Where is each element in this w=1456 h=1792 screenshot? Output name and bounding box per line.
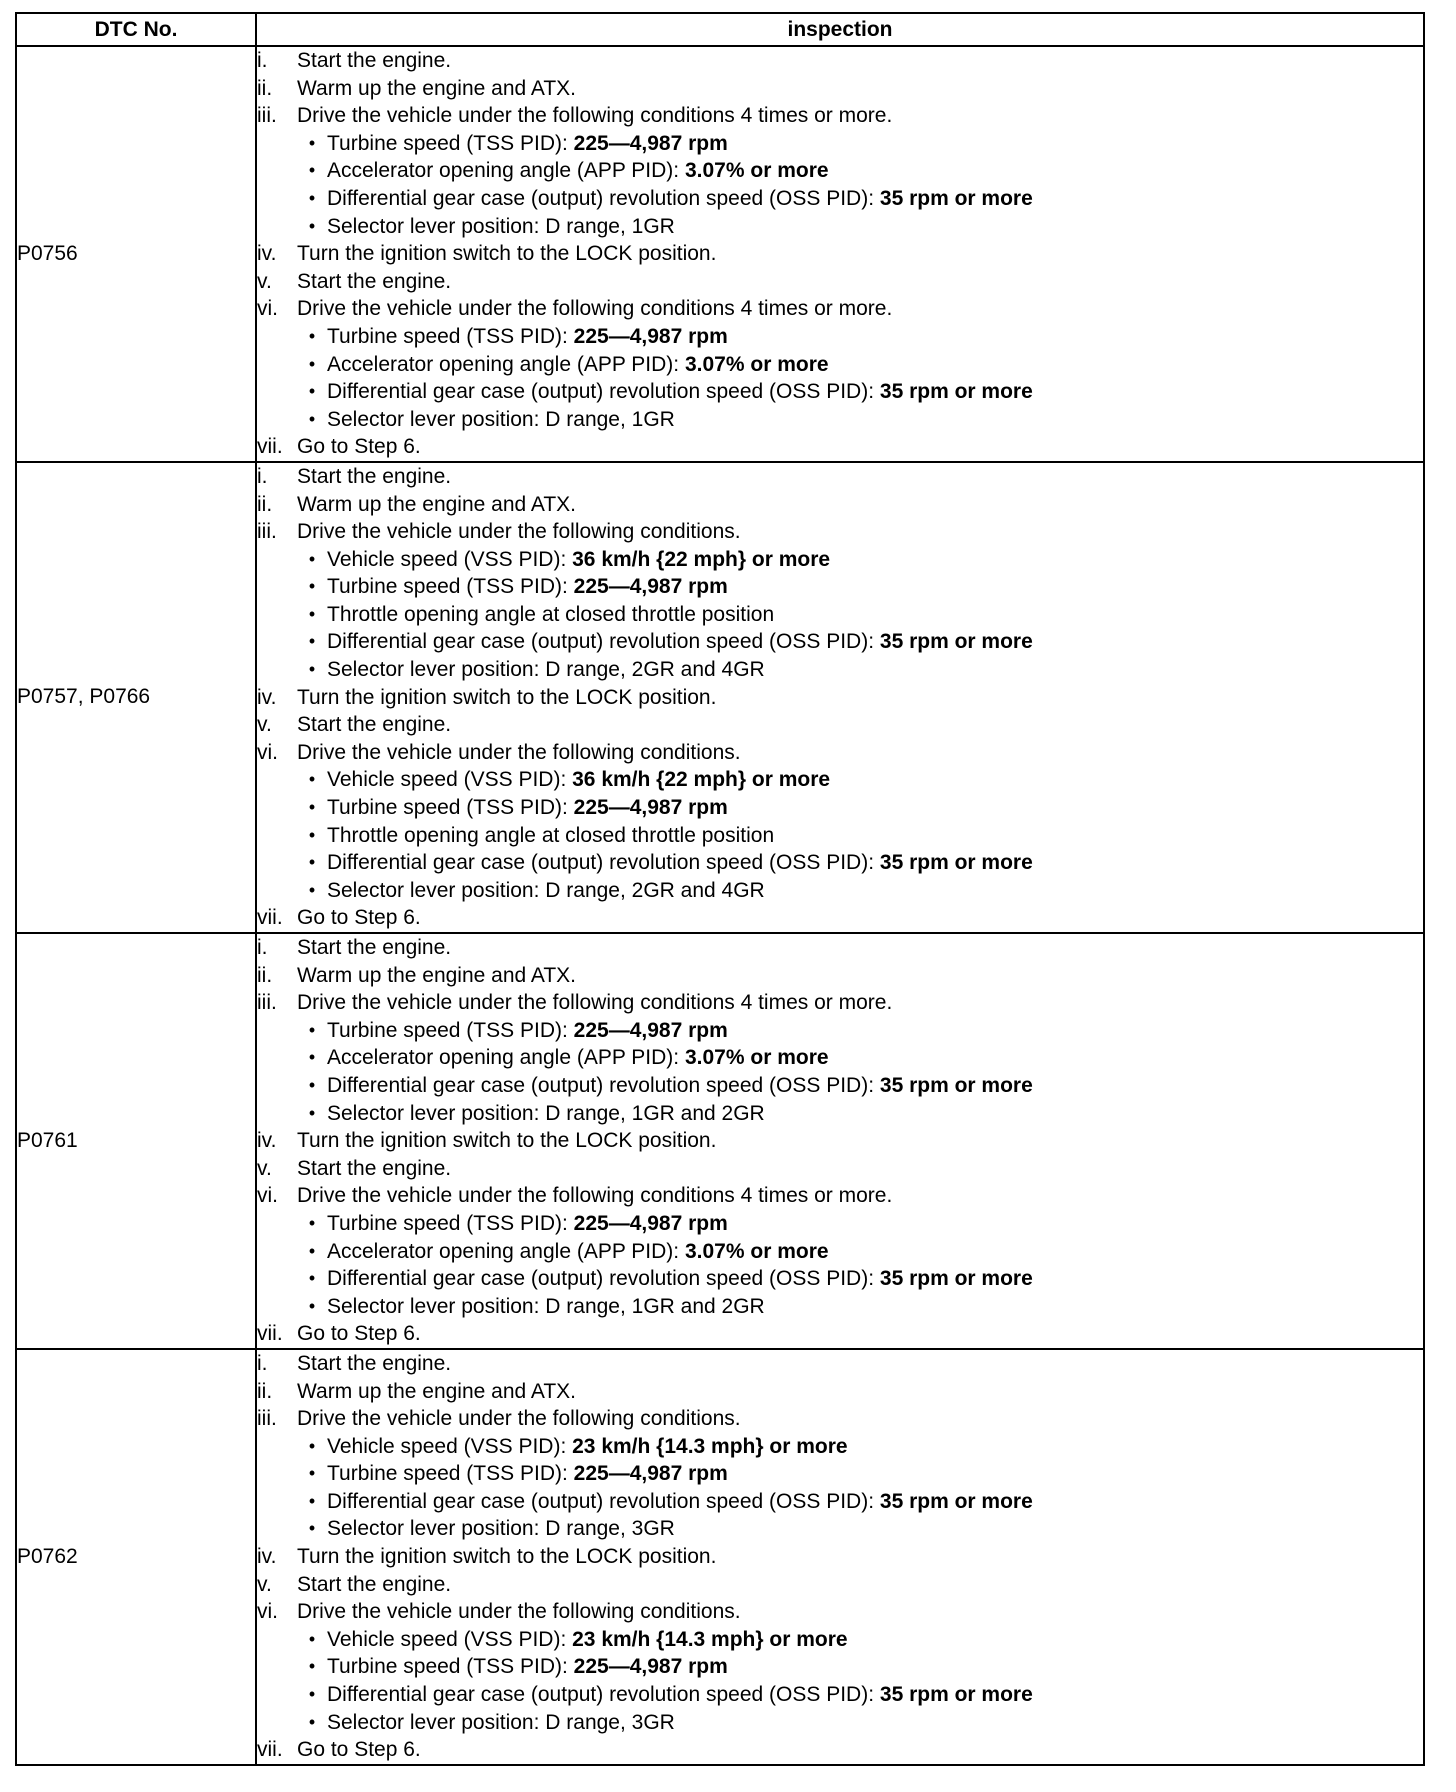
condition-item bbox=[257, 185, 1423, 213]
condition-label: Accelerator opening angle (APP PID): bbox=[327, 1046, 685, 1070]
condition-item bbox=[257, 877, 1423, 905]
condition-item bbox=[257, 656, 1423, 684]
step-line bbox=[257, 102, 1423, 130]
bullet-icon: • bbox=[308, 1102, 316, 1123]
condition-label: Vehicle speed (VSS PID): bbox=[327, 547, 573, 571]
step-number: vii. bbox=[257, 435, 283, 459]
bullet-icon: • bbox=[308, 631, 316, 652]
table-header-row bbox=[16, 13, 1424, 46]
condition-label: Turbine speed (TSS PID): bbox=[327, 1211, 574, 1235]
bullet-icon: • bbox=[308, 576, 316, 597]
step-line bbox=[257, 1571, 1423, 1599]
bullet-icon: • bbox=[308, 353, 316, 374]
step-line bbox=[257, 240, 1423, 268]
condition-item bbox=[257, 1017, 1423, 1045]
step-text: Start the engine. bbox=[297, 713, 452, 737]
condition-value: 35 rpm or more bbox=[879, 1683, 1033, 1707]
condition-item bbox=[257, 1709, 1423, 1737]
step-line bbox=[257, 463, 1423, 491]
step-number: v. bbox=[257, 1572, 272, 1596]
inspection-steps bbox=[256, 46, 1424, 462]
table-row bbox=[16, 933, 1424, 1349]
step-number: iv. bbox=[257, 1545, 277, 1569]
header-dtc-no: DTC No. bbox=[16, 13, 256, 46]
condition-item bbox=[257, 1460, 1423, 1488]
condition-label: Differential gear case (output) revolution speed (OSS PID): bbox=[327, 1267, 880, 1291]
step-line bbox=[257, 295, 1423, 323]
condition-label: Turbine speed (TSS PID): bbox=[327, 324, 574, 348]
condition-item bbox=[257, 849, 1423, 877]
condition-value: 35 rpm or more bbox=[879, 186, 1033, 210]
step-text: Turn the ignition switch to the LOCK position. bbox=[297, 242, 717, 266]
step-line bbox=[257, 684, 1423, 712]
step-line bbox=[257, 433, 1423, 461]
step-number: ii. bbox=[257, 1379, 273, 1403]
step-line bbox=[257, 1127, 1423, 1155]
bullet-icon: • bbox=[308, 160, 316, 181]
condition-value: 35 rpm or more bbox=[879, 1489, 1033, 1513]
bullet-icon: • bbox=[308, 325, 316, 346]
step-number: vi. bbox=[257, 1600, 278, 1624]
step-text: Drive the vehicle under the following conditions. bbox=[297, 740, 741, 764]
step-number: i. bbox=[257, 464, 268, 488]
step-number: iv. bbox=[257, 1129, 277, 1153]
step-text: Start the engine. bbox=[297, 936, 452, 959]
condition-value: 35 rpm or more bbox=[879, 1267, 1033, 1291]
condition-value: 225—4,987 rpm bbox=[573, 1018, 728, 1042]
bullet-icon: • bbox=[308, 824, 316, 845]
condition-value: 225—4,987 rpm bbox=[573, 1462, 728, 1486]
bullet-icon: • bbox=[308, 1628, 316, 1649]
bullet-icon: • bbox=[308, 1711, 316, 1732]
condition-value: 35 rpm or more bbox=[879, 851, 1033, 875]
step-number: iii. bbox=[257, 104, 277, 128]
bullet-icon: • bbox=[308, 769, 316, 790]
condition-label: Differential gear case (output) revolution speed (OSS PID): bbox=[327, 186, 880, 210]
bullet-icon: • bbox=[308, 1019, 316, 1040]
step-text: Turn the ignition switch to the LOCK position. bbox=[297, 1545, 717, 1569]
step-text: Drive the vehicle under the following conditions. bbox=[297, 1600, 741, 1624]
bullet-icon: • bbox=[308, 548, 316, 569]
step-line bbox=[257, 268, 1423, 296]
dtc-code: P0756 bbox=[16, 46, 256, 462]
dtc-inspection-table bbox=[15, 12, 1425, 1766]
condition-label: Selector lever position: D range, 3GR bbox=[327, 1710, 675, 1734]
condition-item bbox=[257, 213, 1423, 241]
step-number: vii. bbox=[257, 906, 283, 930]
bullet-icon: • bbox=[308, 408, 316, 429]
step-text: Turn the ignition switch to the LOCK position. bbox=[297, 685, 717, 709]
condition-value: 35 rpm or more bbox=[879, 630, 1033, 654]
step-text: Start the engine. bbox=[297, 464, 452, 488]
condition-label: Throttle opening angle at closed throttle position bbox=[327, 823, 775, 847]
step-number: ii. bbox=[257, 492, 273, 516]
condition-value: 35 rpm or more bbox=[879, 1073, 1033, 1097]
condition-item bbox=[257, 1044, 1423, 1072]
bullet-icon: • bbox=[308, 1074, 316, 1095]
step-number: v. bbox=[257, 713, 272, 737]
condition-item bbox=[257, 822, 1423, 850]
step-line bbox=[257, 904, 1423, 932]
step-number: iii. bbox=[257, 1407, 277, 1431]
step-line bbox=[257, 75, 1423, 103]
bullet-icon: • bbox=[308, 1268, 316, 1289]
step-line bbox=[257, 1598, 1423, 1626]
bullet-icon: • bbox=[308, 1518, 316, 1539]
condition-item bbox=[257, 1072, 1423, 1100]
condition-item bbox=[257, 1100, 1423, 1128]
inspection-steps bbox=[256, 462, 1424, 933]
condition-item bbox=[257, 406, 1423, 434]
step-text: Drive the vehicle under the following conditions 4 times or more. bbox=[297, 297, 893, 321]
step-number: v. bbox=[257, 269, 272, 293]
condition-label: Turbine speed (TSS PID): bbox=[327, 796, 574, 820]
condition-item bbox=[257, 1626, 1423, 1654]
bullet-icon: • bbox=[308, 1435, 316, 1456]
step-text: Start the engine. bbox=[297, 49, 452, 72]
condition-item bbox=[257, 1488, 1423, 1516]
step-text: Go to Step 6. bbox=[297, 1738, 421, 1762]
table-row bbox=[16, 462, 1424, 933]
condition-label: Accelerator opening angle (APP PID): bbox=[327, 159, 685, 183]
condition-item bbox=[257, 1653, 1423, 1681]
step-line bbox=[257, 1155, 1423, 1183]
condition-label: Selector lever position: D range, 3GR bbox=[327, 1517, 675, 1541]
condition-item bbox=[257, 794, 1423, 822]
bullet-icon: • bbox=[308, 852, 316, 873]
condition-item bbox=[257, 323, 1423, 351]
step-line bbox=[257, 1378, 1423, 1406]
condition-label: Selector lever position: D range, 2GR and 4GR bbox=[327, 658, 765, 682]
bullet-icon: • bbox=[308, 381, 316, 402]
condition-value: 36 km/h {22 mph} or more bbox=[572, 768, 831, 792]
step-number: vi. bbox=[257, 297, 278, 321]
step-line bbox=[257, 47, 1423, 75]
inspection-steps bbox=[256, 933, 1424, 1349]
condition-value: 225—4,987 rpm bbox=[573, 131, 728, 155]
step-text: Warm up the engine and ATX. bbox=[297, 963, 576, 987]
step-number: ii. bbox=[257, 963, 273, 987]
step-text: Start the engine. bbox=[297, 269, 452, 293]
condition-label: Turbine speed (TSS PID): bbox=[327, 1462, 574, 1486]
condition-label: Turbine speed (TSS PID): bbox=[327, 1018, 574, 1042]
bullet-icon: • bbox=[308, 797, 316, 818]
bullet-icon: • bbox=[308, 879, 316, 900]
step-number: i. bbox=[257, 1351, 268, 1375]
condition-item bbox=[257, 1433, 1423, 1461]
condition-label: Selector lever position: D range, 1GR and 2GR bbox=[327, 1294, 765, 1318]
condition-label: Turbine speed (TSS PID): bbox=[327, 575, 574, 599]
table-body bbox=[16, 46, 1424, 1765]
step-line bbox=[257, 739, 1423, 767]
step-text: Turn the ignition switch to the LOCK position. bbox=[297, 1129, 717, 1153]
condition-item bbox=[257, 157, 1423, 185]
condition-value: 225—4,987 rpm bbox=[573, 575, 728, 599]
header-inspection: inspection bbox=[256, 13, 1424, 46]
condition-label: Selector lever position: D range, 1GR and 2GR bbox=[327, 1101, 765, 1125]
condition-value: 225—4,987 rpm bbox=[573, 324, 728, 348]
step-line bbox=[257, 1350, 1423, 1378]
condition-value: 23 km/h {14.3 mph} or more bbox=[572, 1434, 848, 1458]
step-text: Drive the vehicle under the following conditions 4 times or more. bbox=[297, 991, 893, 1015]
condition-value: 3.07% or more bbox=[684, 159, 829, 183]
step-number: i. bbox=[257, 936, 268, 959]
step-number: v. bbox=[257, 1156, 272, 1180]
bullet-icon: • bbox=[308, 132, 316, 153]
condition-value: 225—4,987 rpm bbox=[573, 1211, 728, 1235]
step-line bbox=[257, 491, 1423, 519]
condition-value: 35 rpm or more bbox=[879, 380, 1033, 404]
condition-item bbox=[257, 351, 1423, 379]
bullet-icon: • bbox=[308, 1212, 316, 1233]
step-number: ii. bbox=[257, 76, 273, 100]
step-text: Go to Step 6. bbox=[297, 435, 421, 459]
condition-value: 3.07% or more bbox=[684, 1046, 829, 1070]
step-line bbox=[257, 1543, 1423, 1571]
condition-label: Accelerator opening angle (APP PID): bbox=[327, 352, 685, 376]
step-text: Drive the vehicle under the following conditions. bbox=[297, 520, 741, 544]
step-number: vii. bbox=[257, 1738, 283, 1762]
bullet-icon: • bbox=[308, 1490, 316, 1511]
step-line bbox=[257, 1736, 1423, 1764]
condition-label: Vehicle speed (VSS PID): bbox=[327, 768, 573, 792]
step-number: iv. bbox=[257, 242, 277, 266]
step-text: Start the engine. bbox=[297, 1351, 452, 1375]
step-text: Warm up the engine and ATX. bbox=[297, 492, 576, 516]
condition-value: 36 km/h {22 mph} or more bbox=[572, 547, 831, 571]
bullet-icon: • bbox=[308, 603, 316, 624]
bullet-icon: • bbox=[308, 659, 316, 680]
step-line bbox=[257, 518, 1423, 546]
condition-label: Vehicle speed (VSS PID): bbox=[327, 1434, 573, 1458]
bullet-icon: • bbox=[308, 1047, 316, 1068]
condition-value: 225—4,987 rpm bbox=[573, 1655, 728, 1679]
condition-label: Turbine speed (TSS PID): bbox=[327, 1655, 574, 1679]
table-row bbox=[16, 1349, 1424, 1765]
step-line bbox=[257, 1320, 1423, 1348]
condition-label: Differential gear case (output) revolution speed (OSS PID): bbox=[327, 1073, 880, 1097]
condition-item bbox=[257, 1210, 1423, 1238]
step-line bbox=[257, 1405, 1423, 1433]
step-number: vii. bbox=[257, 1322, 283, 1346]
condition-item bbox=[257, 1265, 1423, 1293]
step-text: Go to Step 6. bbox=[297, 1322, 421, 1346]
step-number: vi. bbox=[257, 740, 278, 764]
inspection-steps bbox=[256, 1349, 1424, 1765]
dtc-code: P0757, P0766 bbox=[16, 462, 256, 933]
condition-value: 23 km/h {14.3 mph} or more bbox=[572, 1627, 848, 1651]
step-text: Warm up the engine and ATX. bbox=[297, 76, 576, 100]
condition-item bbox=[257, 601, 1423, 629]
step-line bbox=[257, 962, 1423, 990]
step-text: Drive the vehicle under the following conditions 4 times or more. bbox=[297, 1184, 893, 1208]
condition-item bbox=[257, 628, 1423, 656]
condition-item bbox=[257, 546, 1423, 574]
condition-item bbox=[257, 1515, 1423, 1543]
step-text: Warm up the engine and ATX. bbox=[297, 1379, 576, 1403]
condition-item bbox=[257, 573, 1423, 601]
bullet-icon: • bbox=[308, 1463, 316, 1484]
bullet-icon: • bbox=[308, 187, 316, 208]
condition-label: Differential gear case (output) revolution speed (OSS PID): bbox=[327, 1489, 880, 1513]
condition-value: 3.07% or more bbox=[684, 352, 829, 376]
condition-label: Vehicle speed (VSS PID): bbox=[327, 1627, 573, 1651]
bullet-icon: • bbox=[308, 1240, 316, 1261]
bullet-icon: • bbox=[308, 215, 316, 236]
condition-value: 3.07% or more bbox=[684, 1239, 829, 1263]
condition-label: Selector lever position: D range, 1GR bbox=[327, 407, 675, 431]
dtc-code: P0761 bbox=[16, 933, 256, 1349]
condition-label: Differential gear case (output) revolution speed (OSS PID): bbox=[327, 380, 880, 404]
step-number: iv. bbox=[257, 685, 277, 709]
condition-label: Differential gear case (output) revolution speed (OSS PID): bbox=[327, 851, 880, 875]
step-line bbox=[257, 1182, 1423, 1210]
condition-label: Accelerator opening angle (APP PID): bbox=[327, 1239, 685, 1263]
step-number: iii. bbox=[257, 520, 277, 544]
condition-label: Differential gear case (output) revolution speed (OSS PID): bbox=[327, 1683, 880, 1707]
step-number: iii. bbox=[257, 991, 277, 1015]
bullet-icon: • bbox=[308, 1684, 316, 1705]
table-row bbox=[16, 46, 1424, 462]
condition-label: Turbine speed (TSS PID): bbox=[327, 131, 574, 155]
condition-item bbox=[257, 1238, 1423, 1266]
condition-value: 225—4,987 rpm bbox=[573, 796, 728, 820]
condition-label: Selector lever position: D range, 2GR and 4GR bbox=[327, 878, 765, 902]
step-text: Start the engine. bbox=[297, 1572, 452, 1596]
condition-item bbox=[257, 1293, 1423, 1321]
condition-label: Differential gear case (output) revolution speed (OSS PID): bbox=[327, 630, 880, 654]
step-number: vi. bbox=[257, 1184, 278, 1208]
step-number: i. bbox=[257, 49, 268, 72]
condition-label: Throttle opening angle at closed throttle position bbox=[327, 602, 775, 626]
step-text: Go to Step 6. bbox=[297, 906, 421, 930]
condition-item bbox=[257, 766, 1423, 794]
condition-item bbox=[257, 130, 1423, 158]
bullet-icon: • bbox=[308, 1295, 316, 1316]
step-text: Drive the vehicle under the following conditions. bbox=[297, 1407, 741, 1431]
step-line bbox=[257, 989, 1423, 1017]
step-text: Drive the vehicle under the following conditions 4 times or more. bbox=[297, 104, 893, 128]
condition-label: Selector lever position: D range, 1GR bbox=[327, 214, 675, 238]
bullet-icon: • bbox=[308, 1656, 316, 1677]
dtc-code: P0762 bbox=[16, 1349, 256, 1765]
condition-item bbox=[257, 1681, 1423, 1709]
step-line bbox=[257, 934, 1423, 962]
step-line bbox=[257, 711, 1423, 739]
step-text: Start the engine. bbox=[297, 1156, 452, 1180]
condition-item bbox=[257, 378, 1423, 406]
